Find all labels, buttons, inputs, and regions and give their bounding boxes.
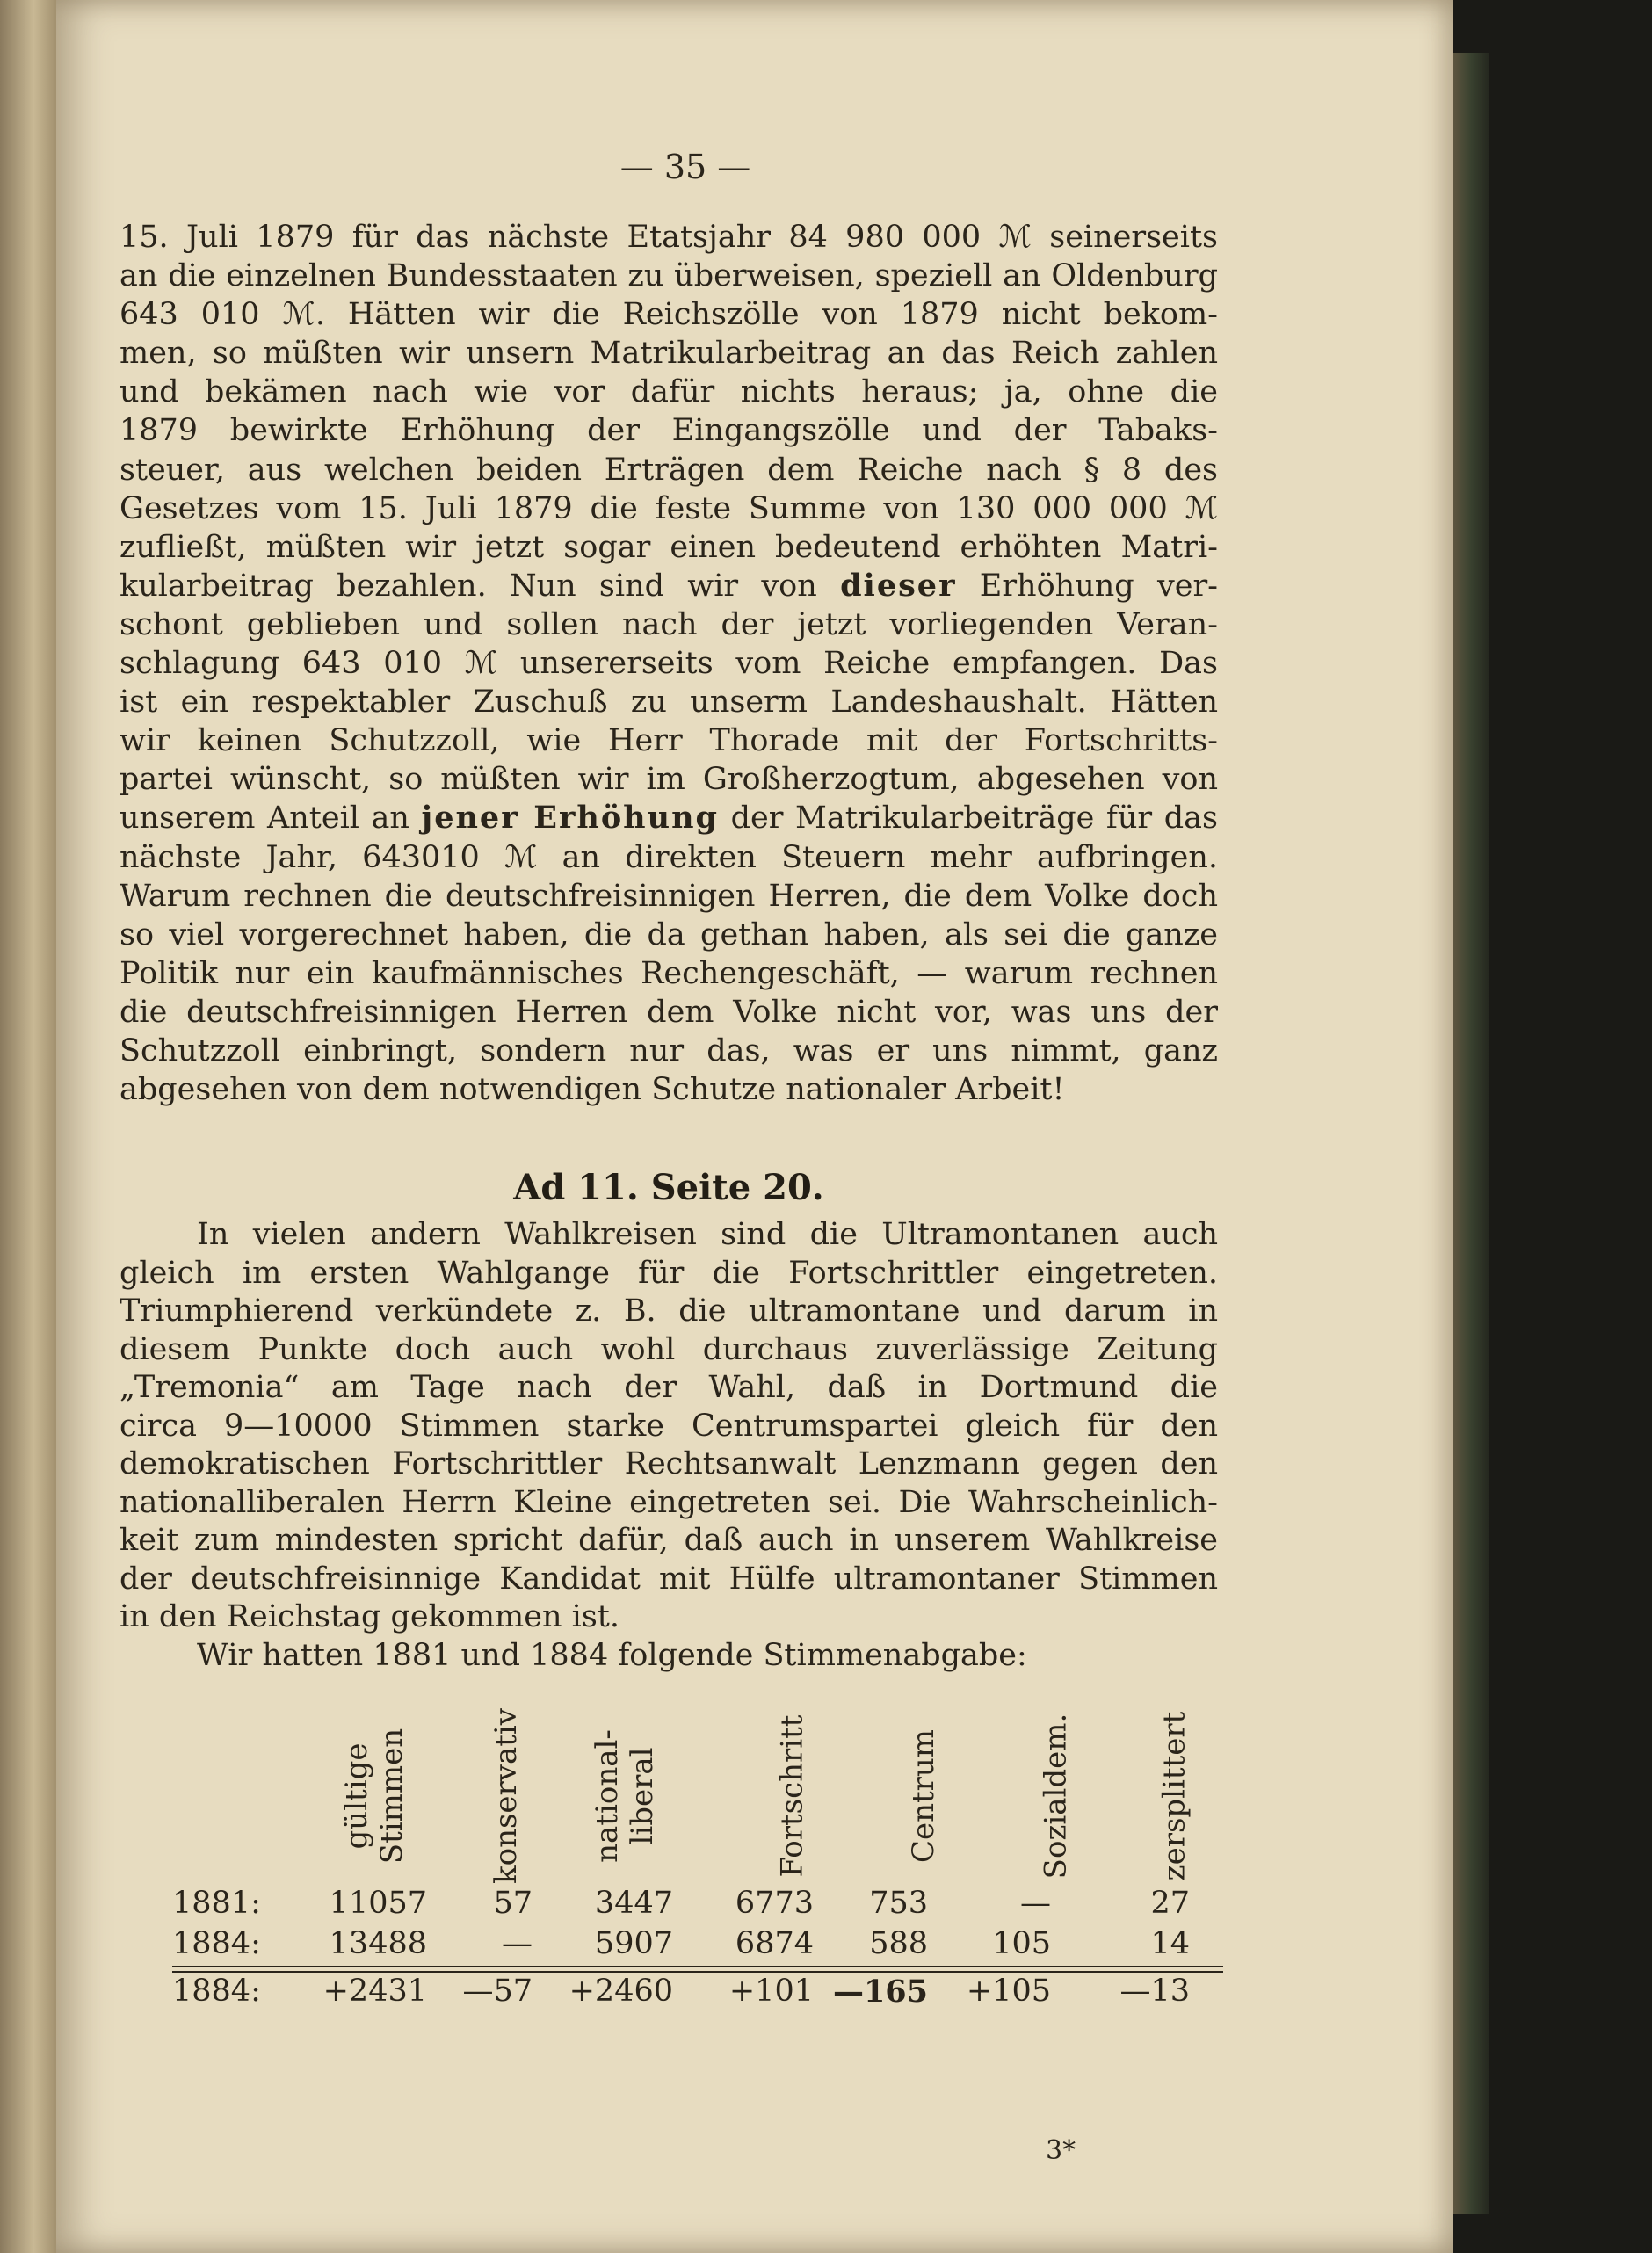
text-line: und bekämen nach wie vor dafür nichts heraus; ja, ohne die — [120, 374, 1218, 410]
text-segment: unserem Anteil an — [120, 801, 409, 837]
text-line: Politik nur ein kaufmännisches Rechengeschäft, — warum rechnen — [120, 955, 1218, 991]
table-cell: —13 — [1119, 1974, 1190, 2009]
table-cell: — — [502, 1926, 533, 1961]
table-cell: —57 — [462, 1974, 533, 2009]
table-cell: 11057 — [329, 1886, 427, 1921]
table-rule — [172, 1966, 1223, 1967]
text-line: In vielen andern Wahlkreisen sind die Ultramontanen auch — [197, 1217, 1218, 1252]
table-cell: 588 — [869, 1926, 928, 1961]
table-row — [172, 1886, 1223, 1930]
table-cell: —165 — [832, 1974, 928, 2010]
text-line: diesem Punkte doch auch wohl durchaus zuverlässige Zeitung — [120, 1331, 1218, 1367]
text-line: an die einzelnen Bundesstaaten zu überweisen, speziell an Oldenburg — [120, 258, 1218, 294]
text-line: gleich im ersten Wahlgange für die Fortschrittler eingetreten. — [120, 1255, 1218, 1291]
text-line: steuer, aus welchen beiden Erträgen dem Reiche nach § 8 des — [120, 452, 1218, 488]
table-cell: +105 — [966, 1974, 1051, 2009]
text-line — [120, 567, 1218, 605]
text-line: schlagung 643 010 ℳ unsererseits vom Reiche empfangen. Das — [120, 646, 1218, 682]
column-header: Sozialdem. — [1038, 1713, 1074, 1880]
table-row — [172, 1926, 1223, 1970]
text-line: keit zum mindesten spricht dafür, daß auch in unserem Wahlkreise — [120, 1523, 1218, 1558]
table-cell: 14 — [1150, 1926, 1190, 1961]
emphasis-text: dieser — [840, 567, 957, 604]
book-binding — [1453, 53, 1489, 2214]
text-line: Gesetzes vom 15. Juli 1879 die feste Summe von 130 000 000 ℳ — [120, 490, 1218, 526]
table-cell: 13488 — [329, 1926, 427, 1961]
table-cell: 6874 — [735, 1926, 814, 1961]
year-cell: 1881: — [172, 1886, 261, 1921]
text-line: circa 9—10000 Stimmen starke Centrumspartei gleich für den — [120, 1408, 1218, 1444]
text-line: demokratischen Fortschrittler Rechtsanwalt Lenzmann gegen den — [120, 1446, 1218, 1481]
text-line: Wir hatten 1881 und 1884 folgende Stimmenabgabe: — [197, 1637, 1027, 1673]
paragraph-1 — [120, 218, 1218, 1109]
table-cell: +2460 — [569, 1974, 673, 2009]
table-cell: 5907 — [594, 1926, 673, 1961]
text-line: men, so müßten wir unsern Matrikularbeitrag an das Reich zahlen — [120, 336, 1218, 372]
text-line: „Tremonia“ am Tage nach der Wahl, daß in Dortmund die — [120, 1370, 1218, 1405]
table-cell: 27 — [1150, 1886, 1190, 1921]
text-line: 1879 bewirkte Erhöhung der Eingangszölle und der Tabaks- — [120, 413, 1218, 449]
table-cell: 57 — [493, 1886, 533, 1921]
text-line: die deutschfreisinnigen Herren dem Volke nicht vor, was uns der — [120, 994, 1218, 1030]
text-line: Schutzzoll einbringt, sondern nur das, was er uns nimmt, ganz — [120, 1032, 1218, 1069]
year-cell: 1884: — [172, 1926, 261, 1961]
text-segment: Erhöhung ver- — [979, 568, 1218, 604]
text-line — [120, 799, 1218, 837]
paragraph-2 — [120, 1216, 1218, 1675]
text-segment: der Matrikularbeiträge für das — [730, 801, 1218, 837]
page-number: — 35 — — [620, 148, 751, 186]
table-cell: +101 — [728, 1974, 814, 2009]
table-cell: +2431 — [322, 1974, 427, 2009]
text-line: nächste Jahr, 643010 ℳ an direkten Steuern mehr aufbringen. — [120, 839, 1218, 875]
year-cell: 1884: — [172, 1974, 261, 2009]
text-line: so viel vorgerechnet haben, die da gethan haben, als sei die ganze — [120, 916, 1218, 953]
table-rule — [172, 1971, 1223, 1973]
column-header: konservativ — [489, 1707, 525, 1885]
text-line: nationalliberalen Herrn Kleine eingetreten sei. Die Wahrscheinlich- — [120, 1484, 1218, 1520]
emphasis-text: jener Erhöhung — [421, 800, 719, 837]
text-line: zufließt, müßten wir jetzt sogar einen bedeutend erhöhten Matri- — [120, 529, 1218, 565]
text-line: der deutschfreisinnige Kandidat mit Hülfe ultramontaner Stimmen — [120, 1561, 1218, 1597]
signature-mark: 3* — [1046, 2135, 1076, 2166]
text-line: in den Reichstag gekommen ist. — [120, 1599, 620, 1634]
table-row — [172, 1974, 1223, 2018]
text-line: wir keinen Schutzzoll, wie Herr Thorade mit der Fortschritts- — [120, 723, 1218, 759]
column-header: gültige Stimmen — [339, 1728, 410, 1865]
text-line: Triumphierend verkündete z. B. die ultramontane und darum in — [120, 1293, 1218, 1329]
text-line: 643 010 ℳ. Hätten wir die Reichszölle von 1879 nicht bekom- — [120, 297, 1218, 333]
facing-page-edge — [0, 0, 56, 2253]
table-cell: 105 — [992, 1926, 1051, 1961]
column-header: Fortschritt — [774, 1714, 809, 1878]
text-line: 15. Juli 1879 für das nächste Etatsjahr 84 980 000 ℳ seinerseits — [120, 220, 1218, 255]
section-heading: Ad 11. Seite 20. — [513, 1167, 824, 1208]
table-cell: 6773 — [735, 1886, 814, 1921]
table-cell: 753 — [869, 1886, 928, 1921]
text-line: abgesehen von dem notwendigen Schutze nationaler Arbeit! — [120, 1072, 1065, 1108]
table-cell: 3447 — [594, 1886, 673, 1921]
column-header: Centrum — [906, 1728, 941, 1864]
text-segment: kularbeitrag bezahlen. Nun sind wir von — [120, 568, 817, 604]
column-header: national-liberal — [590, 1729, 660, 1863]
column-header: zersplittert — [1156, 1711, 1192, 1881]
text-line: partei wünscht, so müßten wir im Großherzogtum, abgesehen von — [120, 762, 1218, 798]
text-line: Warum rechnen die deutschfreisinnigen Herren, die dem Volke doch — [120, 878, 1218, 914]
table-cell: — — [1020, 1886, 1051, 1921]
text-line: ist ein respektabler Zuschuß zu unserm Landeshaushalt. Hätten — [120, 685, 1218, 721]
text-line: schont geblieben und sollen nach der jetzt vorliegenden Veran- — [120, 606, 1218, 642]
